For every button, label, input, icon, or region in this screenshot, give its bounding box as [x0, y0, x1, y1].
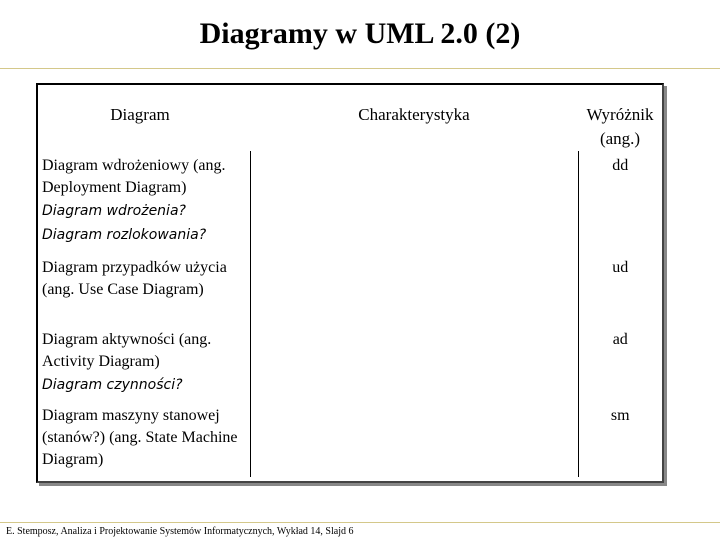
header-characteristic: Charakterystyka — [358, 105, 470, 124]
header-abbr-line2: (ang.) — [599, 129, 641, 148]
characteristic-cell — [250, 325, 578, 401]
characteristic-cell — [250, 151, 578, 253]
diagram-name: Diagram aktywności (ang. Activity Diagram) — [42, 331, 212, 370]
abbreviation-cell: sm — [610, 407, 630, 424]
header-diagram: Diagram — [110, 105, 170, 124]
abbreviation-cell: ad — [612, 331, 628, 348]
header-abbr-line1: Wyróżnik — [586, 105, 654, 124]
table-row — [38, 325, 662, 401]
diagram-name-cell — [38, 253, 250, 325]
alt-name: Diagram wdrożenia? — [42, 203, 186, 219]
header-abbreviation — [578, 85, 662, 151]
diagram-name: Diagram wdrożeniowy (ang. Deployment Diagram) — [42, 157, 226, 196]
diagram-name-cell — [38, 151, 250, 253]
footer-divider — [0, 522, 720, 523]
alt-name: Diagram rozlokowania? — [42, 227, 207, 243]
diagram-name: Diagram przypadków użycia (ang. Use Case Diagram) — [42, 259, 227, 298]
characteristic-cell — [250, 401, 578, 477]
diagram-name-cell — [38, 325, 250, 401]
table-header-row — [38, 85, 662, 151]
table-row — [38, 151, 662, 253]
table-row — [38, 401, 662, 477]
title-divider — [0, 68, 720, 69]
alt-name: Diagram czynności? — [42, 377, 183, 393]
slide-title: Diagramy w UML 2.0 (2) — [199, 17, 521, 50]
uml-diagrams-table — [38, 85, 662, 477]
table-row — [38, 253, 662, 325]
diagram-name: Diagram maszyny stanowej (stanów?) (ang. State Machine Diagram) — [42, 407, 238, 468]
slide-footer: E. Stemposz, Analiza i Projektowanie Systemów Informatycznych, Wykład 14, Slajd 6 — [6, 526, 354, 537]
abbreviation-cell: dd — [612, 157, 629, 174]
diagram-name-cell — [38, 401, 250, 477]
abbreviation-cell: ud — [612, 259, 629, 276]
characteristic-cell — [250, 253, 578, 325]
